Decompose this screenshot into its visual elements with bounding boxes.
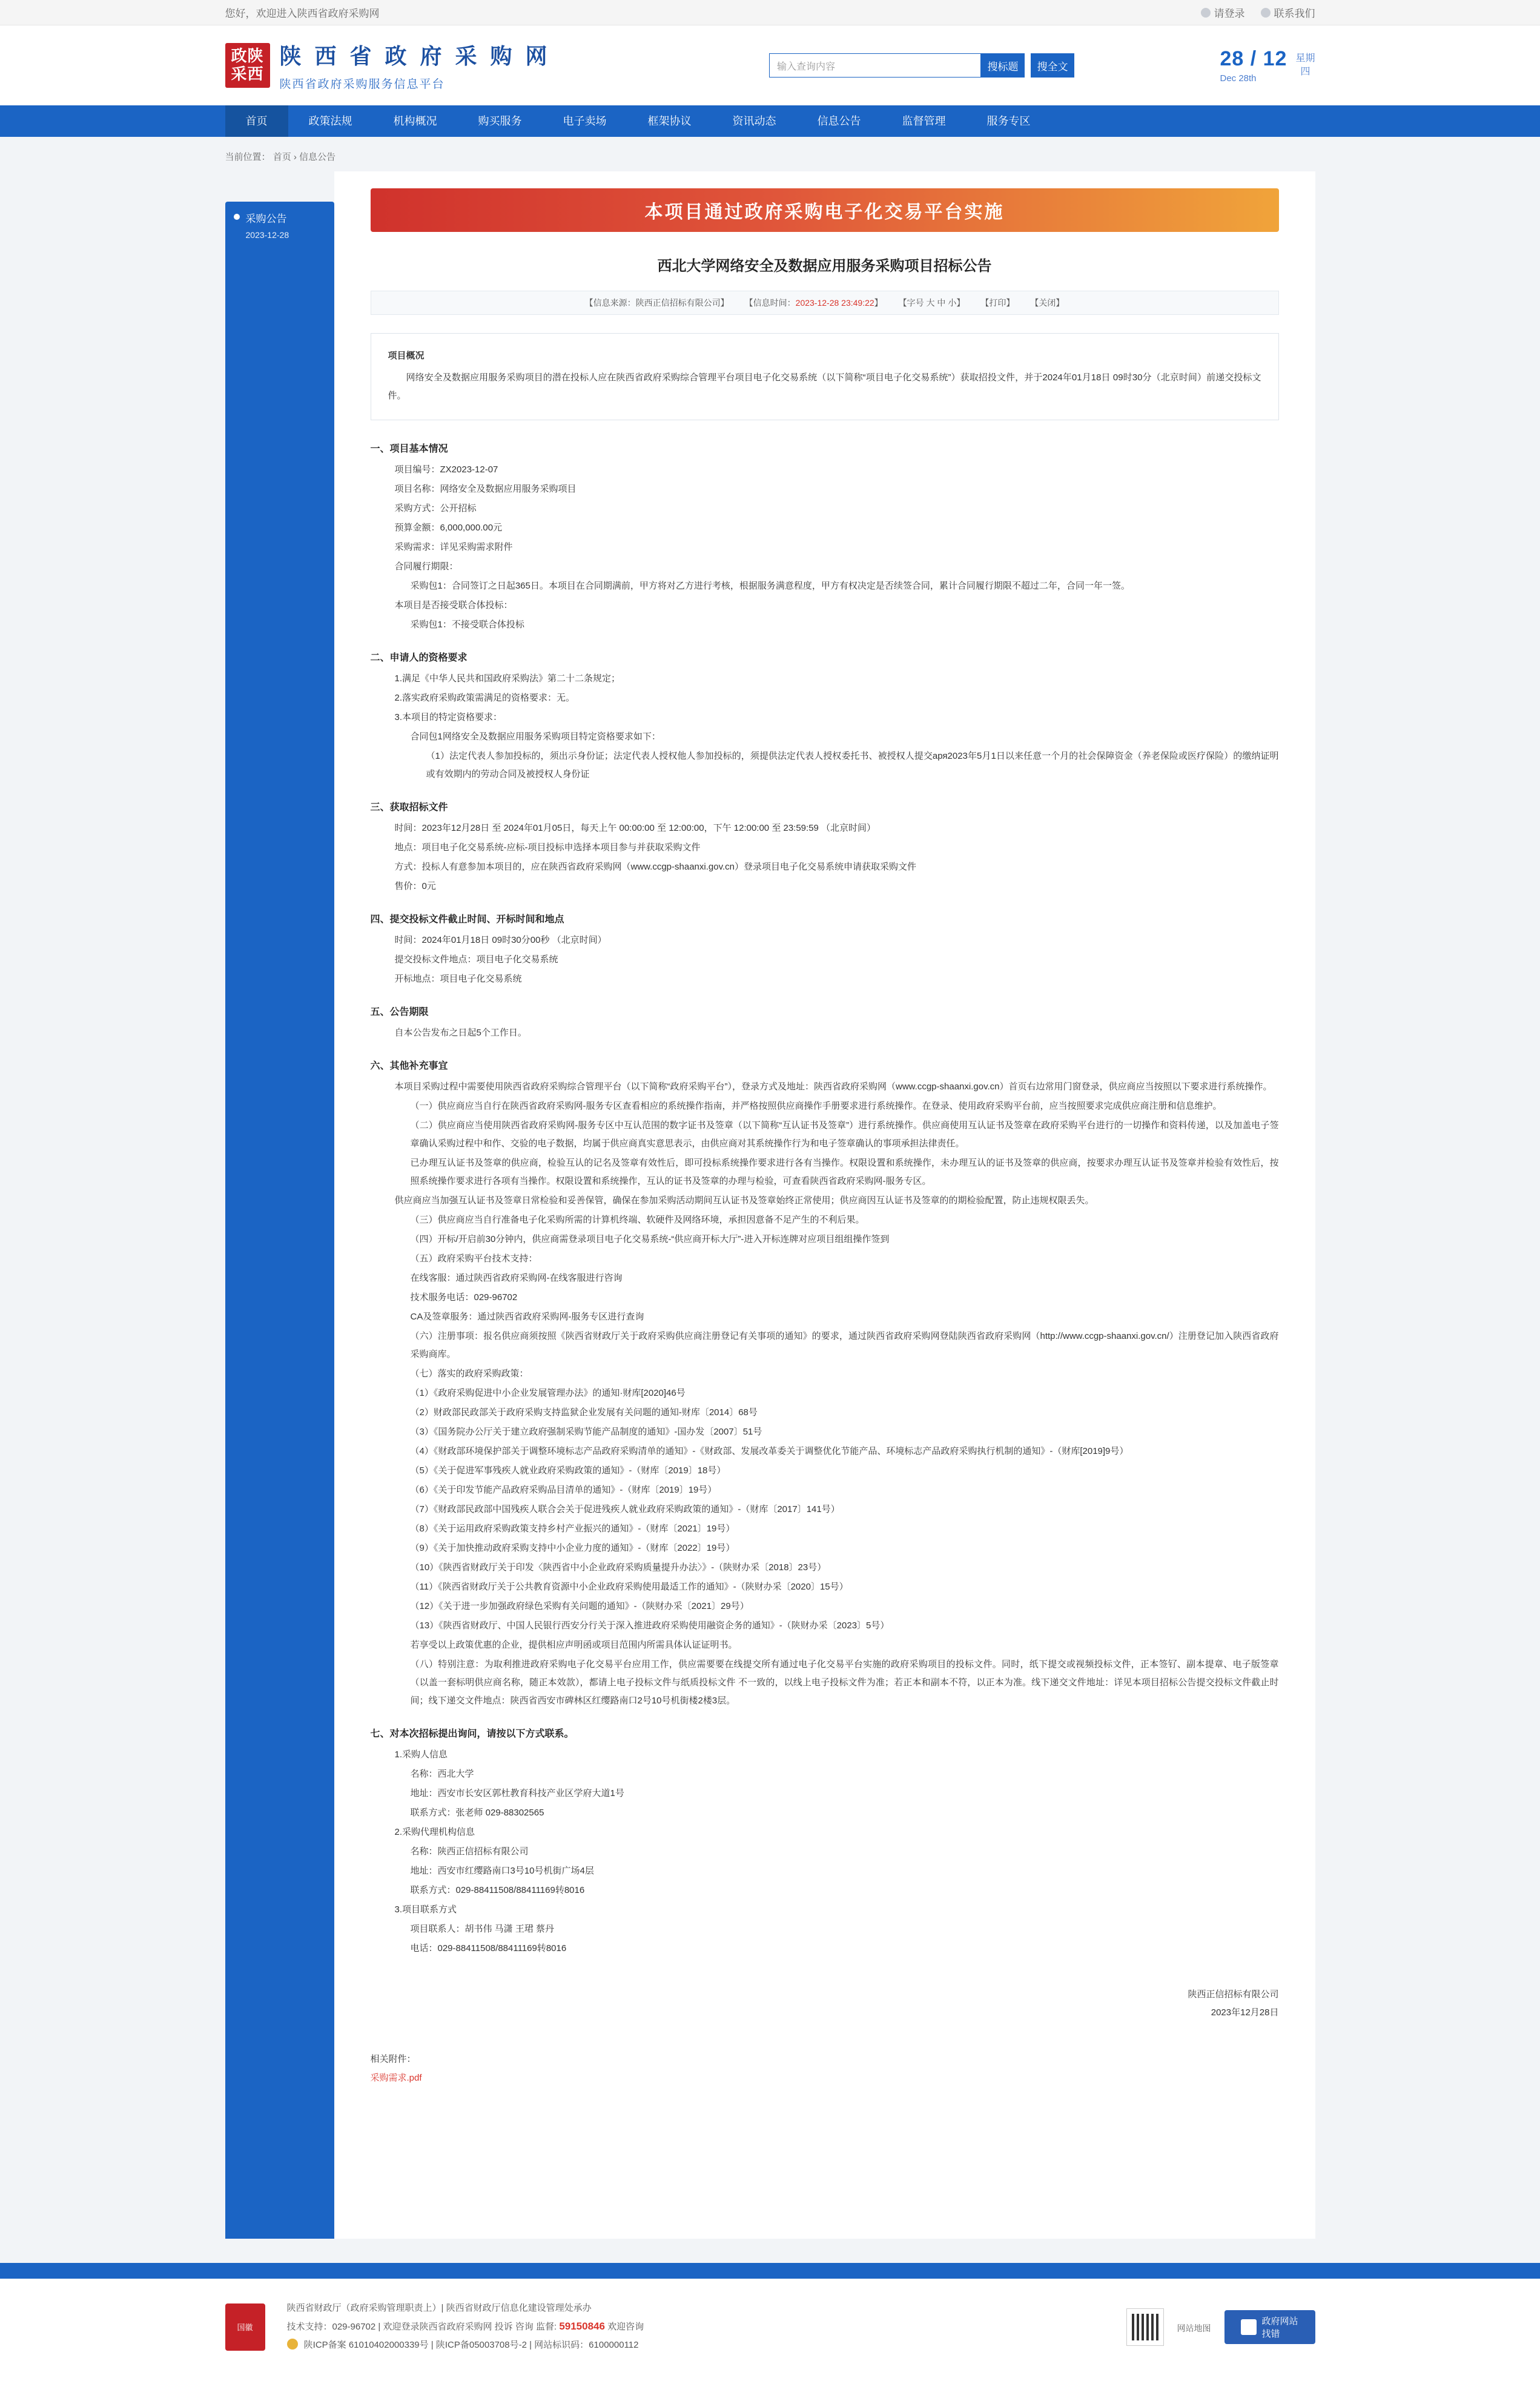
gov-seal-icon: 国徽: [225, 2303, 265, 2351]
search-input[interactable]: 输入查询内容: [769, 53, 981, 78]
section-6-line-8: 3.项目联系方式: [394, 1904, 457, 1915]
section-0-line-8: 采购包1：不接受联合体投标: [410, 619, 524, 630]
section-5-line-15: （3）《国务院办公厅关于建立政府强制采购节能产品制度的通知》-国办发〔2007〕51号: [410, 1427, 762, 1437]
date-weekday: 星期 四: [1295, 53, 1315, 77]
gov-report-label: 政府网站 找错: [1261, 2316, 1298, 2339]
main-nav: [0, 105, 1540, 137]
police-badge-icon: [287, 2339, 298, 2350]
section-0-line-6: 采购包1：合同签订之日起365日。本项目在合同期满前，甲方将对乙方进行考核，根据服务满意程度，甲方有权决定是否续签合同，累计合同履行期限不超过二年，合同一年一签。: [410, 581, 1130, 591]
section-0-line-7: 本项目是否接受联合体投标：: [394, 600, 513, 610]
search-area: [769, 53, 1074, 78]
section-5-line-14: （2）财政部民政部关于政府采购支持监狱企业发展有关问题的通知-财库〔2014〕68号: [410, 1407, 758, 1418]
document-sections: [371, 441, 1279, 1958]
section-5-line-19: （7）《财政部民政部中国残疾人联合会关于促进残疾人就业政府采购政策的通知》-（财库〔2017〕141号）: [410, 1504, 840, 1514]
nav-item-8[interactable]: 监督管理: [902, 115, 946, 127]
login-link[interactable]: 请登录: [1201, 5, 1245, 20]
nav-item-3[interactable]: 购买服务: [478, 115, 522, 127]
section-1-line-3: 合同包1网络安全及数据应用服务采购项目特定资格要求如下：: [410, 731, 661, 742]
section-1-line-4: （1）法定代表人参加投标的，须出示身份证；法定代表人授权他人参加投标的，须提供法定代表人授权委托书、被授权人提交аря2023年5月1日以来任意一个月的社会保障资金（养老保险或医疗保险）的缴纳证明或有效期内的劳动合同及被授权人身份证: [426, 751, 1279, 779]
section-5-line-10: CA及签章服务：通过陕西省政府采购网-服务专区进行查询: [410, 1312, 644, 1322]
section-6-line-1: 名称：西北大学: [410, 1769, 474, 1779]
section-5-line-23: （11）《陕西省财政厅关于公共教育资源中小企业政府采购使用最适工作的通知》-（陕财办采〔2020〕15号）: [410, 1582, 848, 1592]
section-0-line-4: 采购需求：详见采购需求附件: [394, 542, 513, 552]
section-0-line-3: 预算金额：6,000,000.00元: [394, 523, 503, 533]
nav-item-1[interactable]: 政策法规: [308, 115, 352, 127]
section-0-line-2: 采购方式：公开招标: [394, 503, 477, 514]
section-5-line-12: （七）落实的政府采购政策：: [410, 1369, 529, 1379]
section-6-line-0: 1.采购人信息: [394, 1749, 448, 1760]
section-5-line-2: （二）供应商应当使用陕西省政府采购网-服务专区中互认范围的数字证书及签章（以下简称“互认证书及签章”）进行系统操作。供应商使用互认证书及签章在政府采购平台进行的一切操作和资料传递，以及加盖电子签章确认采购过程中和作、交验的电子数据，均属于供应商真实意思表示，由供应商对其系统操作行为和电子签章确认的事项承担法律责任。: [410, 1120, 1279, 1149]
section-6-line-6: 地址：西安市红缨路南口3号10号机街广场4层: [410, 1866, 594, 1876]
sidebar-rail: [225, 246, 334, 2239]
section-3-line-0: 时间：2024年01月18日 09时30分00秒 （北京时间）: [394, 935, 607, 945]
section-6-line-5: 名称：陕西正信招标有限公司: [410, 1846, 529, 1857]
sitemap-label[interactable]: 网站地图: [1177, 2323, 1211, 2333]
signature-org: 陕西正信招标有限公司: [1188, 1989, 1279, 2000]
section-6-line-7: 联系方式：029-88411508/88411169转8016: [410, 1885, 585, 1895]
gov-report-badge[interactable]: [1224, 2310, 1315, 2344]
document-body: [334, 171, 1315, 2239]
site-header: [0, 25, 1540, 105]
breadcrumb: [225, 137, 1315, 171]
section-heading-1: 二、申请人的资格要求: [370, 653, 468, 663]
doc-banner: 本项目通过政府采购电子化交易平台实施: [371, 188, 1279, 232]
attachments-heading: 相关附件：: [370, 2054, 416, 2064]
contact-link[interactable]: 联系我们: [1261, 5, 1315, 20]
nav-item-2[interactable]: 机构概况: [393, 115, 437, 127]
section-5-line-6: （四）开标/开启前30分钟内，供应商需登录项目电子化交易系统-“供应商开标大厅”-进入开标连牌对应项目组组操作签到: [410, 1234, 890, 1244]
section-1-line-1: 2.落实政府采购政策需满足的资格要求：无。: [394, 693, 575, 703]
section-2-line-3: 售价：0元: [394, 881, 436, 891]
nav-item-5[interactable]: 框架协议: [647, 115, 692, 127]
page-title: 西北大学网络安全及数据应用服务采购项目招标公告: [657, 258, 992, 274]
section-5-line-27: （八）特别注意：为取利推进政府采购电子化交易平台应用工作，供应需要要在线提交所有通过电子化交易平台实施的政府采购项目的投标文件。同时，纸下提交或视频投标文件，正本签钌、副本提章、电子版签章（以盖一套标明供应商名称，随正本效款），都请上电子投标文件与纸质投标文件 不一致的，以线上电子投标文件为准；若正本和副本不符，以正本为准。线下递交文件地址：详见本项目招标公告提交投标文件截止时间；线下递交文件地点：陕西省西安市碑林区红缨路南口2号10号机街楼2楼3层。: [410, 1659, 1279, 1706]
site-title: 陕 西 省 政 府 采 购 网: [279, 44, 551, 68]
section-6-line-3: 联系方式：张老师 029-88302565: [410, 1808, 544, 1818]
search-fulltext-button[interactable]: 搜全文: [1031, 53, 1074, 78]
footer-divider: [0, 2263, 1540, 2279]
section-5-line-18: （6）《关于印发节能产品政府采购品目清单的通知》-（财库〔2019〕19号）: [410, 1485, 717, 1495]
project-overview-body: 网络安全及数据应用服务采购项目的潜在投标人应在陕西省政府采购综合管理平台项目电子化交易系统（以下简称“项目电子化交易系统”）获取招投文件，并于2024年01月18日 09时30分（北京时间）前递交投标文件。: [388, 372, 1261, 401]
footer-line-2: 技术支持：029-96702 | 欢迎登录陕西省政府采购网 投诉 咨询 监督: 59150846 欢迎咨询: [286, 2320, 644, 2332]
section-heading-5: 六、其他补充事宜: [370, 1061, 448, 1071]
section-5-line-20: （8）《关于运用政府采购政策支持乡村产业振兴的通知》-（财库〔2021〕19号）: [410, 1524, 735, 1534]
nav-item-7[interactable]: 信息公告: [817, 115, 861, 127]
section-6-line-4: 2.采购代理机构信息: [394, 1827, 475, 1837]
section-5-line-26: 若享受以上政策优惠的企业，提供相应声明函或项目范围内所需具体认证证明书。: [410, 1640, 738, 1650]
section-heading-0: 一、项目基本情况: [370, 444, 448, 454]
section-2-line-2: 方式：投标人有意参加本项目的，应在陕西省政府采购网（www.ccgp-shaanxi.gov.cn）登录项目电子化交易系统申请获取采购文件: [394, 862, 916, 872]
breadcrumb-separator: ›: [293, 152, 297, 162]
section-0-line-1: 项目名称：网络安全及数据应用服务采购项目: [394, 484, 577, 494]
project-overview: [371, 333, 1279, 420]
close-button[interactable]: 【关闭】: [1030, 298, 1065, 308]
meta-time-value: 2023-12-28 23:49:22: [795, 298, 874, 308]
sidebar-item-procurement-notice[interactable]: [225, 202, 334, 246]
date-widget: [1220, 47, 1315, 84]
section-0-line-0: 项目编号：ZX2023-12-07: [394, 464, 498, 475]
nav-item-6[interactable]: 资讯动态: [732, 115, 776, 127]
section-heading-6: 七、对本次招标提出询问，请按以下方式联系。: [370, 1729, 574, 1739]
breadcrumb-item-notice[interactable]: 信息公告: [299, 152, 336, 162]
section-1-line-2: 3.本项目的特定资格要求：: [394, 712, 503, 722]
utility-topbar: [0, 0, 1540, 25]
user-icon: [1201, 8, 1211, 18]
logo-mark-icon: 政陕 采西: [225, 43, 270, 88]
section-heading-2: 三、获取招标文件: [370, 802, 448, 813]
nav-item-9[interactable]: 服务专区: [986, 115, 1031, 127]
section-5-line-8: 在线客服：通过陕西省政府采购网-在线客服进行咨询: [410, 1273, 623, 1283]
section-5-line-24: （12）《关于进一步加强政府绿色采购有关问题的通知》-（陕财办采〔2021〕29号）: [410, 1601, 749, 1611]
section-5-line-13: （1）《政府采购促进中小企业发展管理办法》的通知·财库[2020]46号: [410, 1388, 686, 1398]
section-6-line-2: 地址：西安市长安区郭杜教育科技产业区学府大道1号: [410, 1788, 624, 1798]
section-3-line-1: 提交投标文件地点：项目电子化交易系统: [394, 954, 558, 965]
section-5-line-3: 已办理互认证书及签章的供应商，检验互认的记名及签章有效性后，即可投标系统操作要求进行各有当操作。权限设置和系统操作，未办理互认的证书及签章的供应商，按要求办理互认证书及签章并检验有效性后，按照系统操作要求进行各项有当操作。权限设置和系统操作，互认的证书及签章的办理与检验，可查看陕西省政府采购网-服务专区。: [410, 1158, 1279, 1186]
section-0-line-5: 合同履行期限：: [394, 561, 458, 572]
sidebar-item-date: 2023-12-28: [245, 230, 289, 240]
section-5-line-25: （13）《陕西省财政厅、中国人民银行西安分行关于深入推进政府采购使用融资企务的通知》-（陕财办采〔2023〕5号）: [410, 1620, 890, 1631]
breadcrumb-item-home[interactable]: 首页: [273, 152, 291, 162]
date-sub: Dec 28th: [1220, 73, 1257, 84]
greeting-text: 您好，欢迎进入陕西省政府采购网: [225, 8, 380, 19]
breadcrumb-prefix: 当前位置：: [225, 152, 271, 162]
qr-code-icon: [1126, 2308, 1164, 2346]
font-size-control[interactable]: 【字号 大 中 小】: [898, 298, 965, 308]
section-5-line-9: 技术服务电话：029-96702: [410, 1292, 518, 1303]
section-5-line-21: （9）《关于加快推动政府采购支持中小企业力度的通知》-（财库〔2022〕19号）: [410, 1543, 735, 1553]
footer-line-1: 陕西省财政厅（政府采购管理职责上）| 陕西省财政厅信息化建设管理处承办: [286, 2303, 592, 2313]
attachment-link[interactable]: 采购需求.pdf: [370, 2073, 422, 2083]
section-6-line-10: 电话：029-88411508/88411169转8016: [410, 1943, 567, 1953]
signature-date: 2023年12月28日: [1211, 2007, 1279, 2018]
site-subtitle: 陕西省政府采购服务信息平台: [279, 78, 445, 91]
footer-line-3: 陕ICP备案 61010402000339号 | 陕ICP备05003708号-2 | 网站标识码：6100000112: [287, 2336, 1105, 2354]
section-1-line-0: 1.满足《中华人民共和国政府采购法》第二十二条规定；: [394, 673, 621, 684]
site-footer: [0, 2279, 1540, 2381]
footer-hotline: 59150846: [559, 2320, 605, 2332]
section-6-line-9: 项目联系人：胡书伟 马潇 王珺 蔡丹: [410, 1924, 555, 1934]
project-overview-heading: 项目概况: [388, 351, 425, 361]
section-5-line-5: （三）供应商应当自行准备电子化采购所需的计算机终端、软硬件及网络环境，承担因意备不足产生的不利后果。: [410, 1215, 865, 1225]
section-heading-3: 四、提交投标文件截止时间、开标时间和地点: [370, 914, 564, 925]
signature-block: [371, 1986, 1279, 2022]
print-button[interactable]: 【打印】: [980, 298, 1015, 308]
section-4-line-0: 自本公告发布之日起5个工作日。: [394, 1028, 527, 1038]
shield-icon: [1241, 2319, 1257, 2335]
section-2-line-1: 地点：项目电子化交易系统-应标-项目投标申选择本项目参与并获取采购文件: [394, 842, 701, 853]
site-logo[interactable]: [225, 39, 551, 91]
section-5-line-11: （六）注册事项：报名供应商须按照《陕西省财政厅关于政府采购供应商注册登记有关事项的通知》的要求，通过陕西省政府采购网登陆陕西省政府采购网（http://www.ccgp-shaanxi.gov.cn/）注册登记加入陕西省政府采购商库。: [410, 1331, 1279, 1359]
doc-meta-bar: [371, 291, 1279, 315]
service-icon: [1261, 8, 1271, 18]
section-5-line-22: （10）《陕西省财政厅关于印发〈陕西省中小企业政府采购质量提升办法〉》-（陕财办采〔2018〕23号）: [410, 1562, 827, 1573]
section-5-line-16: （4）《财政部环境保护部关于调整环境标志产品政府采购清单的通知》-《财政部、发展改革委关于调整优化节能产品、环境标志产品政府采购执行机制的通知》-（财库[2019]9号）: [410, 1446, 1129, 1456]
nav-item-0[interactable]: 首页: [225, 105, 288, 137]
section-5-line-1: （一）供应商应当自行在陕西省政府采购网-服务专区查看相应的系统操作指南，并严格按照供应商操作手册要求进行系统操作。在登录、使用政府采购平台前，应当按照要求完成供应商注册和信息维护。: [410, 1101, 1222, 1111]
section-5-line-17: （5）《关于促进军事残疾人就业政府采购政策的通知》-（财库〔2019〕18号）: [410, 1465, 726, 1476]
nav-item-4[interactable]: 电子卖场: [563, 115, 607, 127]
meta-source: 【信息来源：陕西正信招标有限公司】: [584, 298, 729, 308]
section-3-line-2: 开标地点：项目电子化交易系统: [394, 974, 522, 984]
meta-time: 【信息时间：2023-12-28 23:49:22】: [744, 298, 883, 308]
sidebar: [225, 171, 334, 2239]
search-title-button[interactable]: 搜标题: [981, 53, 1025, 78]
date-day-month: 28 / 12: [1220, 47, 1287, 70]
section-2-line-0: 时间：2023年12月28日 至 2024年01月05日，每天上午 00:00:00 至 12:00:00，下午 12:00:00 至 23:59:59 （北京时间）: [394, 823, 876, 833]
section-heading-4: 五、公告期限: [370, 1007, 429, 1017]
section-5-line-0: 本项目采购过程中需要使用陕西省政府采购综合管理平台（以下简称“政府采购平台”），登录方式及地址：陕西省政府采购网（www.ccgp-shaanxi.gov.cn）首页右边常用门窗登录，供应商应当按照以下要求进行系统操作。: [394, 1082, 1272, 1092]
sidebar-item-label: 采购公告: [245, 213, 287, 225]
section-5-line-7: （五）政府采购平台技术支持：: [410, 1253, 538, 1264]
section-5-line-4: 供应商应当加强互认证书及签章日常检验和妥善保管，确保在参加采购活动期间互认证书及签章始终正常使用；供应商因互认证书及签章的的期检验配置，防止违规权限丢失。: [394, 1195, 1094, 1206]
